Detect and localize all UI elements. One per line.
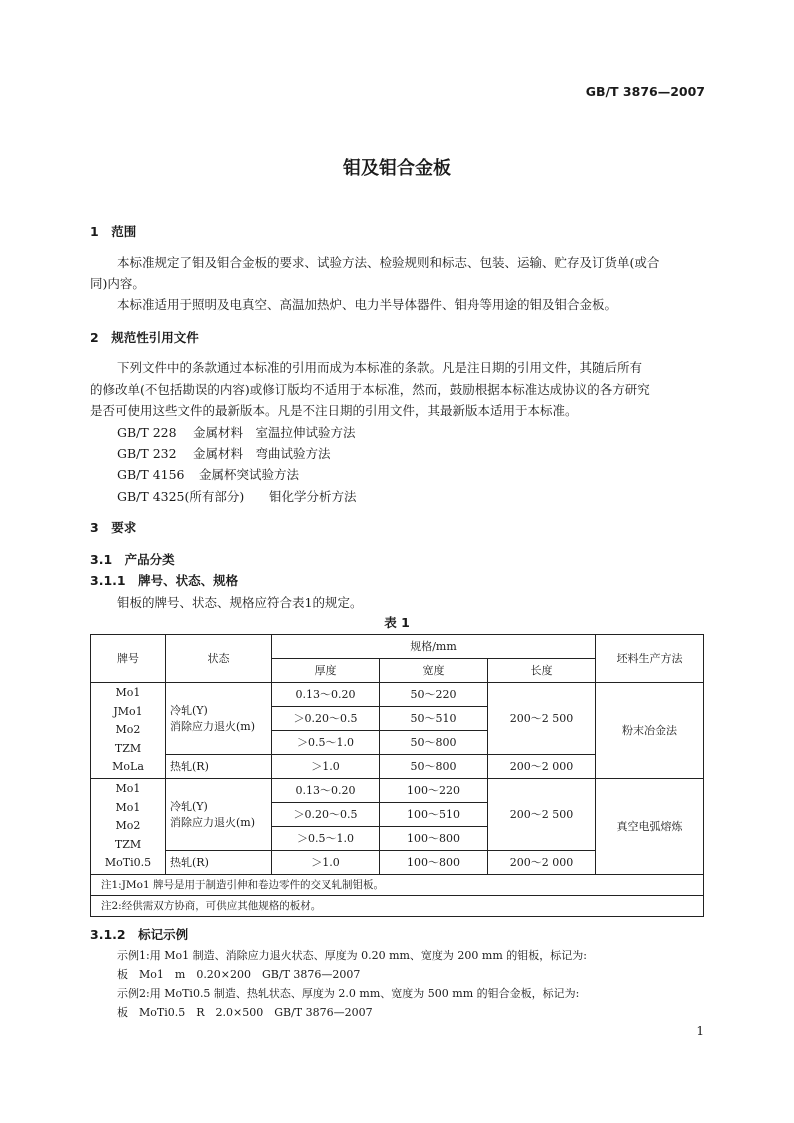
thickness-cell: ＞0.20～0.5 (272, 707, 380, 731)
grade-cell: TZM (114, 837, 142, 851)
length-cell: 200～2 000 (488, 851, 596, 875)
method-cell: 粉末冶金法 (596, 683, 704, 779)
section-2-paragraph-line-2: 的修改单(不包括勘误的内容)或修订版均不适用于本标准，然而，鼓励根据本标准达成协议的各方研究 (90, 382, 650, 397)
state-hot: 热轧(R) (166, 755, 272, 779)
reference-item (117, 423, 356, 441)
header-grade: 牌号 (91, 635, 166, 683)
page-number: 1 (696, 1024, 704, 1038)
header-thickness: 厚度 (272, 659, 380, 683)
reference-item (117, 487, 357, 505)
width-cell: 50～510 (380, 707, 488, 731)
header-length: 长度 (488, 659, 596, 683)
grade-cell: Mo2 (115, 819, 141, 833)
reference-code: GB/T 4156 (117, 467, 185, 482)
state-line: 冷轧(Y) (170, 703, 208, 717)
section-1-paragraph-2: 本标准适用于照明及电真空、高温加热炉、电力半导体器件、钼舟等用途的钼及钼合金板。 (117, 297, 618, 312)
section-3-1-heading: 3.1 产品分类 (90, 552, 175, 567)
thickness-cell: 0.13～0.20 (272, 779, 380, 803)
spec-table (90, 634, 704, 917)
reference-item (117, 444, 331, 462)
method-cell: 真空电弧熔炼 (596, 779, 704, 875)
table-row (91, 683, 704, 707)
grade-cell: Mo1 (115, 686, 141, 700)
grade-cell: Mo1 (115, 800, 141, 814)
thickness-cell: ＞0.5～1.0 (272, 731, 380, 755)
reference-title: 金属杯突试验方法 (199, 467, 300, 482)
section-2-heading: 2 规范性引用文件 (90, 330, 199, 345)
table-note: 注1:JMo1 牌号是用于制造引伸和卷边零件的交叉轧制钼板。 (91, 875, 704, 896)
reference-code: GB/T 228 (117, 425, 177, 440)
header-state: 状态 (166, 635, 272, 683)
grade-cell: JMo1 (113, 704, 143, 718)
example-1-description: 示例1:用 Mo1 制造、消除应力退火状态、厚度为 0.20 mm、宽度为 200 mm 的钼板，标记为: (117, 949, 587, 962)
header-spec: 规格/mm (272, 635, 596, 659)
section-2-paragraph-line-3: 是否可使用这些文件的最新版本。凡是不注日期的引用文件，其最新版本适用于本标准。 (90, 403, 578, 418)
group-1-grades (91, 683, 166, 779)
width-cell: 100～220 (380, 779, 488, 803)
thickness-cell: ＞0.5～1.0 (272, 827, 380, 851)
header-method: 坯料生产方法 (596, 635, 704, 683)
thickness-cell: ＞1.0 (272, 755, 380, 779)
grade-cell: Mo1 (115, 782, 141, 796)
state-cold (166, 779, 272, 851)
section-3-1-1-heading: 3.1.1 牌号、状态、规格 (90, 573, 239, 588)
example-2-marking: 板 MoTi0.5 R 2.0×500 GB/T 3876—2007 (117, 1006, 373, 1019)
table-row (91, 779, 704, 803)
header-width: 宽度 (380, 659, 488, 683)
thickness-cell: ＞1.0 (272, 851, 380, 875)
example-1-marking: 板 Mo1 m 0.20×200 GB/T 3876—2007 (117, 968, 361, 981)
length-cell: 200～2 500 (488, 683, 596, 755)
reference-code: GB/T 232 (117, 446, 177, 461)
grade-cell: TZM (114, 741, 142, 755)
state-line: 消除应力退火(m) (170, 815, 256, 829)
section-3-1-2-heading: 3.1.2 标记示例 (90, 927, 189, 942)
state-cold (166, 683, 272, 755)
standard-number: GB/T 3876—2007 (585, 84, 705, 99)
length-cell: 200～2 500 (488, 779, 596, 851)
section-3-1-1-text: 钼板的牌号、状态、规格应符合表1的规定。 (117, 595, 363, 610)
state-line: 消除应力退火(m) (170, 719, 256, 733)
width-cell: 100～510 (380, 803, 488, 827)
reference-item (117, 465, 299, 483)
width-cell: 100～800 (380, 827, 488, 851)
table-caption: 表 1 (384, 615, 410, 630)
section-3-heading: 3 要求 (90, 520, 137, 535)
reference-code: GB/T 4325(所有部分) (117, 489, 245, 504)
example-2-description: 示例2:用 MoTi0.5 制造、热轧状态、厚度为 2.0 mm、宽度为 500 mm 的钼合金板，标记为: (117, 987, 580, 1000)
width-cell: 50～800 (380, 755, 488, 779)
state-hot: 热轧(R) (166, 851, 272, 875)
section-1-paragraph-1-line-2: 同)内容。 (90, 276, 145, 291)
grade-cell: MoTi0.5 (104, 856, 152, 870)
thickness-cell: 0.13～0.20 (272, 683, 380, 707)
group-2-grades (91, 779, 166, 875)
reference-title: 金属材料 室温拉伸试验方法 (193, 425, 356, 440)
document-title: 钼及钼合金板 (343, 158, 451, 179)
section-1-heading: 1 范围 (90, 224, 137, 239)
reference-title: 钼化学分析方法 (269, 489, 357, 504)
width-cell: 50～800 (380, 731, 488, 755)
table-note: 注2:经供需双方协商，可供应其他规格的板材。 (91, 896, 704, 917)
width-cell: 100～800 (380, 851, 488, 875)
state-line: 冷轧(Y) (170, 799, 208, 813)
table-note-row (91, 896, 704, 917)
grade-cell: MoLa (112, 760, 144, 774)
section-1-paragraph-1-line-1: 本标准规定了钼及钼合金板的要求、试验方法、检验规则和标志、包装、运输、贮存及订货单(或合 (117, 255, 660, 270)
reference-title: 金属材料 弯曲试验方法 (193, 446, 331, 461)
section-2-paragraph-line-1: 下列文件中的条款通过本标准的引用而成为本标准的条款。凡是注日期的引用文件，其随后所有 (117, 360, 643, 375)
length-cell: 200～2 000 (488, 755, 596, 779)
thickness-cell: ＞0.20～0.5 (272, 803, 380, 827)
grade-cell: Mo2 (115, 723, 141, 737)
width-cell: 50～220 (380, 683, 488, 707)
table-note-row (91, 875, 704, 896)
